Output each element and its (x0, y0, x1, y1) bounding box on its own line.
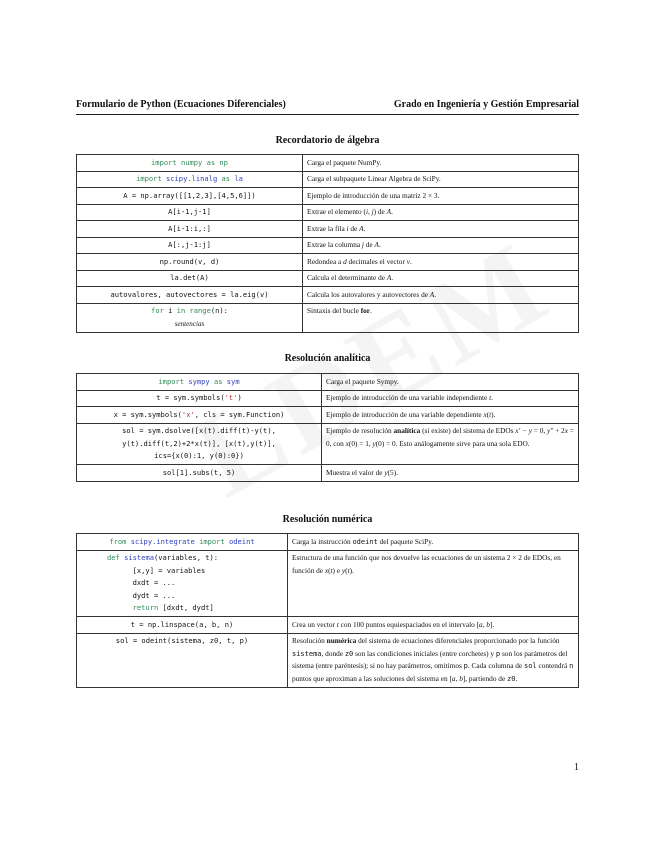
table-row: autovalores, autovectores = la.eig(v) Calcula los autovalores y autovectores de A. (77, 287, 579, 304)
table-row: t = sym.symbols('t') Ejemplo de introducción de una variable independiente t. (77, 390, 579, 407)
table-row: for i in range(n): sentencias Sintaxis del bucle for. (77, 303, 579, 332)
table-row: import numpy as np Carga el paquete NumPy. (77, 155, 579, 172)
table-row: A[i-1,j-1] Extrae el elemento (i, j) de A. (77, 204, 579, 221)
table-row: sol[1].subs(t, 5) Muestra el valor de y(5). (77, 465, 579, 482)
table-row: x = sym.symbols('x', cls = sym.Function) Ejemplo de introducción de una variable dependiente x(t). (77, 407, 579, 424)
table-row: from scipy.integrate import odeint Carga la instrucción odeint del paquete SciPy. (77, 534, 579, 551)
table-row: A = np.array([[1,2,3],[4,5,6]]) Ejemplo de introducción de una matriz 2 × 3. (77, 188, 579, 205)
table-row: A[:,j-1:j] Extrae la columna j de A. (77, 237, 579, 254)
page-header (76, 99, 579, 110)
table-row: def sistema(variables, t): [x,y] = variables dxdt = ... dydt = ... return [dxdt, dydt] Estructura de una función que nos devuelve las ecuaciones de un sistema 2 × 2 de EDOs, en función de x(t) e y(t). (77, 550, 579, 617)
page-number: 1 (574, 762, 579, 773)
header-right: Grado en Ingeniería y Gestión Empresarial (393, 99, 579, 110)
table-row: sol = sym.dsolve([x(t).diff(t)-y(t), y(t).diff(t,2)+2*x(t)], [x(t),y(t)], ics={x(0):1, y(0):0}) Ejemplo de resolución analítica (si existe) del sistema de EDOs x′ − y = 0, y″ + 2x = 0, con x(0) = 1, y(0) = 0. Esto análogamente sirve para una sola EDO. (77, 423, 579, 465)
numerica-table (76, 533, 579, 688)
table-row: import scipy.linalg as la Carga el subpaquete Linear Algebra de SciPy. (77, 171, 579, 188)
header-left: Formulario de Python (Ecuaciones Diferenciales) (76, 99, 286, 110)
table-row: A[i-1:i,:] Extrae la fila i de A. (77, 221, 579, 238)
table-row: import sympy as sym Carga el paquete Sympy. (77, 374, 579, 391)
table-row: np.round(v, d) Redondea a d decimales el vector v. (77, 254, 579, 271)
section-title-numerica: Resolución numérica (282, 514, 373, 525)
section-title-analitica: Resolución analítica (284, 353, 371, 364)
algebra-table (76, 154, 579, 333)
analitica-table (76, 373, 579, 482)
table-row: t = np.linspace(a, b, n) Crea un vector t con 100 puntos equiespaciados en el intervalo [a, b]. (77, 617, 579, 634)
table-row: sol = odeint(sistema, z0, t, p) Resolución numérica del sistema de ecuaciones diferenciales proporcionado por la función sistema, donde z0 son las condiciones iniciales (entre corchetes) y p son los parámetros del sistema (entre paréntesis); si no hay parámetros, omitimos p. Cada columna de sol contendrá n puntos que aproximan a las soluciones del sistema en [a, b], partiendo de z0. (77, 633, 579, 687)
header-rule (76, 114, 579, 115)
section-title-algebra: Recordatorio de álgebra (275, 135, 380, 146)
table-row: la.det(A) Calcula el determinante de A. (77, 270, 579, 287)
